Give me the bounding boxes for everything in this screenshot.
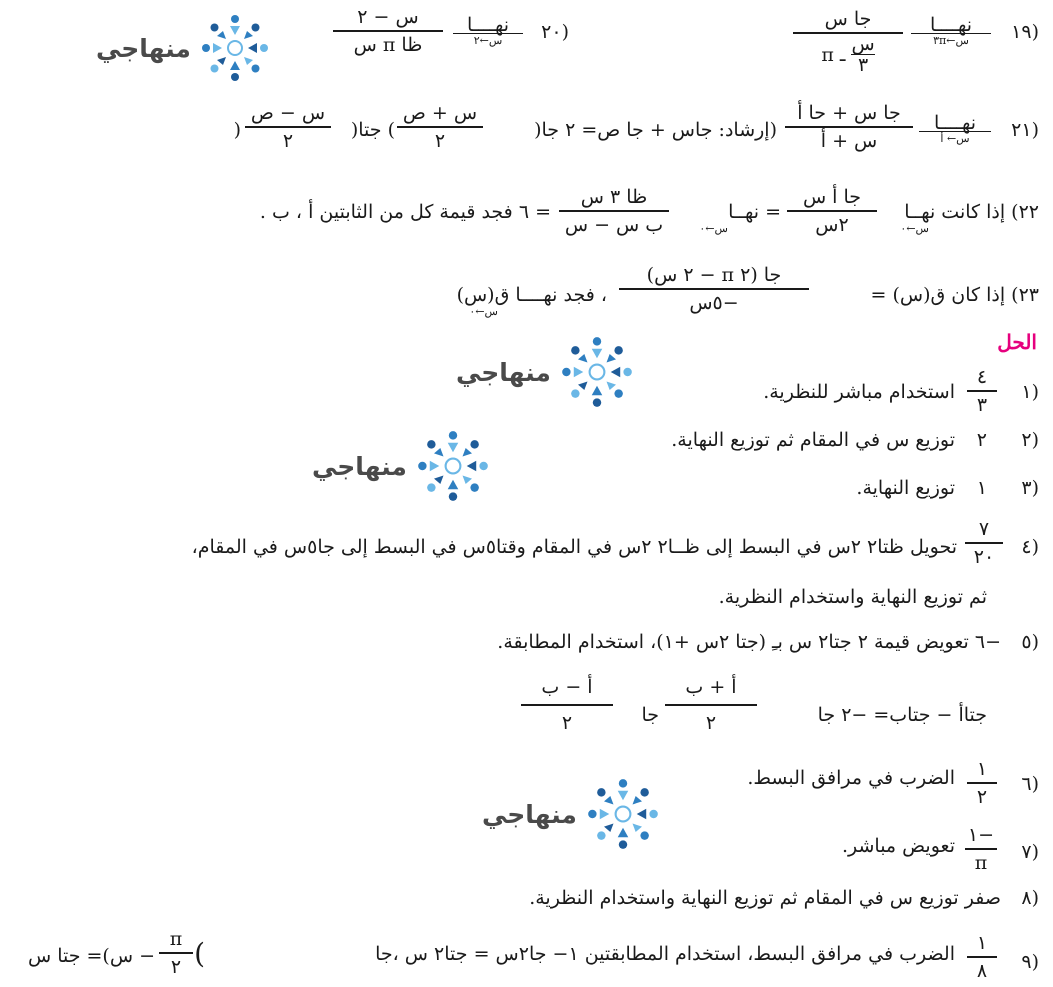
limit-word: نهــــا [929,14,973,36]
fraction-numerator: أ + ب [685,676,737,698]
solution-2-text: توزيع س في المقام ثم توزيع النهاية. [671,429,955,451]
fraction-numerator: جا (٢ π − ٢ س) [646,264,782,286]
flower-people-icon [585,776,661,852]
fraction-denominator: −٥س [689,292,739,314]
limit-subscript: س←٣π [911,33,991,47]
problem-22-text-start: ٢٢) إذا كانت نهــا [904,201,1039,223]
solution-6-fraction [967,756,997,810]
fraction-numerator: جا أ س [802,186,862,208]
logo [482,776,661,852]
logo-text: منهاجي [456,357,551,387]
solution-9-fraction [967,930,997,984]
problem-23-sub: س←٠ [469,305,498,318]
solution-3-text: توزيع النهاية. [856,477,955,499]
logo [456,334,635,410]
problem-23-text-start: ٢٣) إذا كان ق(س) = [870,284,1039,306]
flower-people-icon [559,334,635,410]
fraction-denominator: ٣ [976,394,988,416]
logo-text: منهاجي [96,33,191,63]
solution-1-fraction [967,364,997,418]
solution-4-text-continued: ثم توزيع النهاية واستخدام النظرية. [718,586,987,608]
problem-23-text-end: ، فجد نهــــا ق(س) [456,284,607,306]
solution-9-open-paren: ( [194,937,205,970]
fraction-denominator: ٢ [170,956,182,978]
limit-word: نهــــا [466,14,510,36]
problem-22-sub-1: س←٠ [900,222,929,235]
solution-1-number: ١) [1021,381,1039,403]
fraction-numerator: ٧ [978,518,990,540]
fraction-denominator: ٢٠ [973,546,995,568]
problem-19-fraction [793,6,903,75]
fraction-den-b: ٣ [857,54,869,76]
logo-text: منهاجي [482,799,577,829]
solution-heading: الحل [997,330,1037,354]
fraction-denominator: ٢ [561,712,573,734]
fraction-numerator: جا س [824,8,872,30]
flower-people-icon [199,12,271,84]
solution-4-text: تحويل ظتا٢ ٢س في البسط إلى ظــا٢ ٢س في المقام وقتا٥س في البسط إلى جا٥س في المقام، [191,536,957,558]
solution-9-text: الضرب في مرافق البسط، استخدام المطابقتين ١− جا٢س = جتا٢ س ،جا [375,943,955,965]
solution-5-number: ٥) [1021,631,1039,653]
logo [312,428,491,504]
fraction-denominator: ظا π س [353,34,423,56]
logo-text: منهاجي [312,451,407,481]
solution-8-text: صفر توزيع س في المقام ثم توزيع النهاية واستخدام النظرية. [529,887,1001,909]
fraction-numerator: أ − ب [541,676,593,698]
problem-22-fraction-2 [559,184,669,238]
fraction-denominator: س + أ [820,130,878,152]
fraction-numerator: ٤ [976,366,988,388]
limit-subscript: س←٢ [453,33,523,47]
fraction-denominator: ٨ [976,960,988,982]
problem-21-hint-part2: ) جتا( [350,119,395,141]
fraction-denominator: ٢ [976,786,988,808]
solution-9-number: ٩) [1021,951,1039,973]
problem-20-limit [453,14,523,47]
problem-21-limit [919,112,991,145]
solution-5-fraction-2 [521,670,613,740]
solution-4-fraction [965,516,1003,570]
solution-1-text: استخدام مباشر للنظرية. [763,381,955,403]
fraction-denominator: ٢ [282,130,294,152]
fraction-numerator: π [169,928,183,950]
problem-23-fraction [619,262,809,316]
fraction-den-a: س [851,33,875,55]
solution-8-number: ٨) [1021,887,1039,909]
problem-22-fraction-1 [787,184,877,238]
fraction-numerator: جا س + حا أ [797,102,901,124]
fraction-numerator: س − ص [250,102,326,124]
fraction-numerator: ظا ٣ س [580,186,648,208]
solution-4-number: ٤) [1021,536,1039,558]
fraction-numerator: ١ [976,758,988,780]
solution-5-text: −٦ تعويض قيمة ٢ جتا٢ س بـِ (جتا ٢س +١)، استخدام المطابقة. [497,631,1001,653]
fraction-den-c: ـ π [821,43,846,66]
solution-6-text: الضرب في مرافق البسط. [747,767,955,789]
solution-2-value: ٢ [976,429,987,451]
problem-20-number: ٢٠) [541,21,569,43]
problem-22-sub-2: س←٠ [699,222,728,235]
solution-5-fraction-1 [665,670,757,740]
solution-9-tail: − س)= جتا س [27,945,155,967]
problem-21-hint-fraction-2 [245,100,331,154]
problem-21-number: ٢١) [1011,119,1039,141]
flower-people-icon [415,428,491,504]
problem-22-text-end: = ٦ فجد قيمة كل من الثابتين أ ، ب . [259,201,551,223]
problem-22-eq: = نهــا [728,201,781,223]
problem-19-limit [911,14,991,47]
solution-9-fraction-2 [159,926,193,980]
solution-5-identity-mid: جا [641,704,659,726]
solution-5-identity-start: جتاأ − جتاب= −٢ جا [817,704,987,726]
solution-2-number: ٢) [1021,429,1039,451]
solution-7-number: ٧) [1021,841,1039,863]
fraction-numerator: س − ٢ [357,6,419,28]
solution-7-fraction [965,822,997,876]
solution-7-text: تعويض مباشر. [841,835,955,857]
limit-word: نهــــا [933,112,977,134]
limit-subscript: س← أ [919,131,991,145]
fraction-denominator: ب س − س [564,214,664,236]
fraction-numerator: س + ص [402,102,478,124]
logo [96,12,271,84]
fraction-denominator: ٢س [815,214,849,236]
problem-21-fraction [785,100,913,154]
fraction-numerator: −١ [967,824,995,846]
fraction-denominator: ٢ [705,712,717,734]
solution-3-number: ٣) [1021,477,1039,499]
problem-21-hint-fraction-1 [397,100,483,154]
problem-21-hint-part1: (إرشاد: جاس + جا ص= ٢ جا( [534,119,777,141]
solution-3-value: ١ [976,477,987,499]
fraction-denominator: ٢ [434,130,446,152]
fraction-denominator: π [974,852,988,874]
solution-6-number: ٦) [1021,773,1039,795]
fraction-numerator: ١ [976,932,988,954]
problem-20-fraction [333,4,443,58]
problem-21-hint-part3: ) [233,119,241,141]
problem-19-number: ١٩) [1011,21,1039,43]
